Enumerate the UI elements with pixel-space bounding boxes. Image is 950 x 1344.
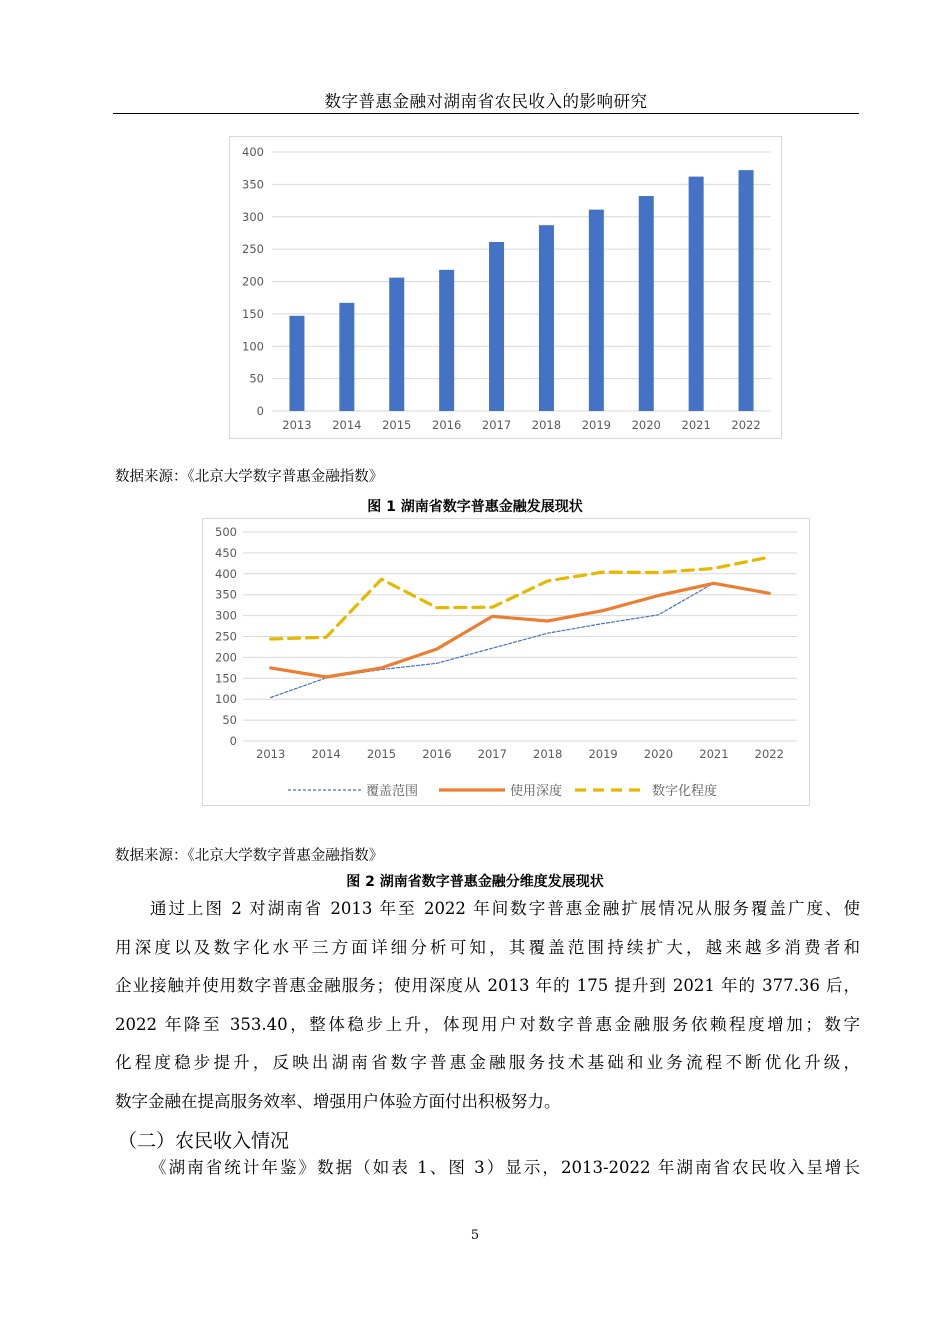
x-tick-label: 2022 [754, 747, 784, 761]
figure1-source: 数据来源：《北京大学数字普惠金融指数》 [115, 469, 384, 485]
y-tick-label: 100 [242, 339, 264, 354]
bar [489, 242, 504, 411]
x-tick-label: 2020 [631, 418, 661, 432]
y-tick-label: 100 [215, 692, 237, 707]
x-tick-label: 2020 [643, 747, 674, 761]
x-tick-label: 2016 [422, 747, 452, 761]
figure2-line-chart [202, 518, 810, 806]
y-tick-label: 250 [215, 629, 237, 644]
legend-label: 使用深度 [510, 784, 563, 799]
figure2-svg [203, 519, 809, 805]
x-tick-label: 2018 [531, 418, 562, 432]
y-tick-label: 50 [222, 713, 237, 728]
bar [689, 177, 704, 411]
x-tick-label: 2014 [332, 418, 362, 432]
figure1-svg [230, 137, 781, 438]
y-tick-label: 200 [215, 650, 237, 665]
x-tick-label: 2017 [481, 418, 512, 432]
paragraph-line: 企业接触并使用数字普惠金融服务；使用深度从 2013 年的 175 提升到 2021 年的 377.36 后， [115, 976, 860, 995]
bar [739, 170, 754, 411]
y-tick-label: 500 [215, 525, 237, 539]
body-paragraph-2 [115, 1155, 860, 1181]
legend-label: 数字化程度 [652, 784, 718, 799]
x-tick-label: 2019 [581, 418, 611, 432]
x-tick-label: 2021 [681, 418, 711, 432]
x-tick-label: 2015 [382, 418, 412, 432]
paragraph-line: 数字金融在提高服务效率、增强用户体验方面付出积极努力。 [115, 1091, 561, 1111]
paragraph-line: 化程度稳步提升，反映出湖南省数字普惠金融服务技术基础和业务流程不断优化升级， [115, 1053, 860, 1072]
y-tick-label: 350 [242, 177, 264, 192]
x-tick-label: 2016 [432, 418, 462, 432]
paragraph-line: 2022 年降至 353.40，整体稳步上升，体现用户对数字普惠金融服务依赖程度增加；数字 [115, 1014, 860, 1034]
paragraph-line: 《湖南省统计年鉴》数据（如表 1、图 3）显示，2013-2022 年湖南省农民收入呈增长 [150, 1158, 860, 1177]
x-tick-label: 2014 [311, 747, 341, 761]
y-tick-label: 450 [215, 545, 237, 560]
y-tick-label: 350 [215, 587, 237, 602]
y-tick-label: 400 [242, 145, 264, 159]
x-tick-label: 2015 [366, 747, 397, 761]
y-tick-label: 0 [256, 404, 264, 418]
bar [539, 225, 554, 411]
x-tick-label: 2019 [588, 747, 618, 761]
y-tick-label: 150 [242, 306, 264, 321]
figure2-source: 数据来源：《北京大学数字普惠金融指数》 [115, 848, 384, 864]
y-tick-label: 0 [229, 734, 237, 748]
y-tick-label: 250 [242, 242, 264, 257]
section-heading: （二）农民收入情况 [118, 1130, 290, 1152]
x-tick-label: 2018 [533, 747, 563, 761]
page-number: 5 [470, 1228, 480, 1243]
bar [439, 270, 454, 411]
legend-label: 覆盖范围 [366, 784, 419, 799]
y-tick-label: 200 [242, 274, 264, 289]
bar [639, 196, 654, 411]
x-tick-label: 2022 [731, 418, 761, 432]
paragraph-line: 通过上图 2 对湖南省 2013 年至 2022 年间数字普惠金融扩展情况从服务覆盖广度、使 [150, 899, 860, 918]
header-rule [113, 113, 859, 114]
x-tick-label: 2013 [282, 418, 312, 432]
running-header: 数字普惠金融对湖南省农民收入的影响研究 [324, 92, 648, 111]
bar [389, 278, 404, 411]
bar [289, 316, 304, 411]
y-tick-label: 300 [215, 608, 237, 623]
y-tick-label: 50 [249, 371, 264, 386]
series-line [271, 583, 770, 677]
x-tick-label: 2017 [477, 747, 507, 761]
figure1-caption: 图 1 湖南省数字普惠金融发展现状 [367, 499, 583, 515]
bar [339, 303, 354, 411]
figure1-bar-chart [229, 136, 782, 439]
figure2-caption: 图 2 湖南省数字普惠金融分维度发展现状 [346, 874, 604, 890]
series-line [271, 557, 770, 639]
body-paragraph-1 [115, 890, 860, 1121]
paragraph-line: 用深度以及数字化水平三方面详细分析可知，其覆盖范围持续扩大，越来越多消费者和 [115, 937, 860, 957]
y-tick-label: 150 [215, 671, 237, 686]
x-tick-label: 2013 [256, 747, 286, 761]
y-tick-label: 400 [215, 566, 237, 581]
x-tick-label: 2021 [699, 747, 729, 761]
bar [589, 210, 604, 411]
y-tick-label: 300 [242, 209, 264, 224]
